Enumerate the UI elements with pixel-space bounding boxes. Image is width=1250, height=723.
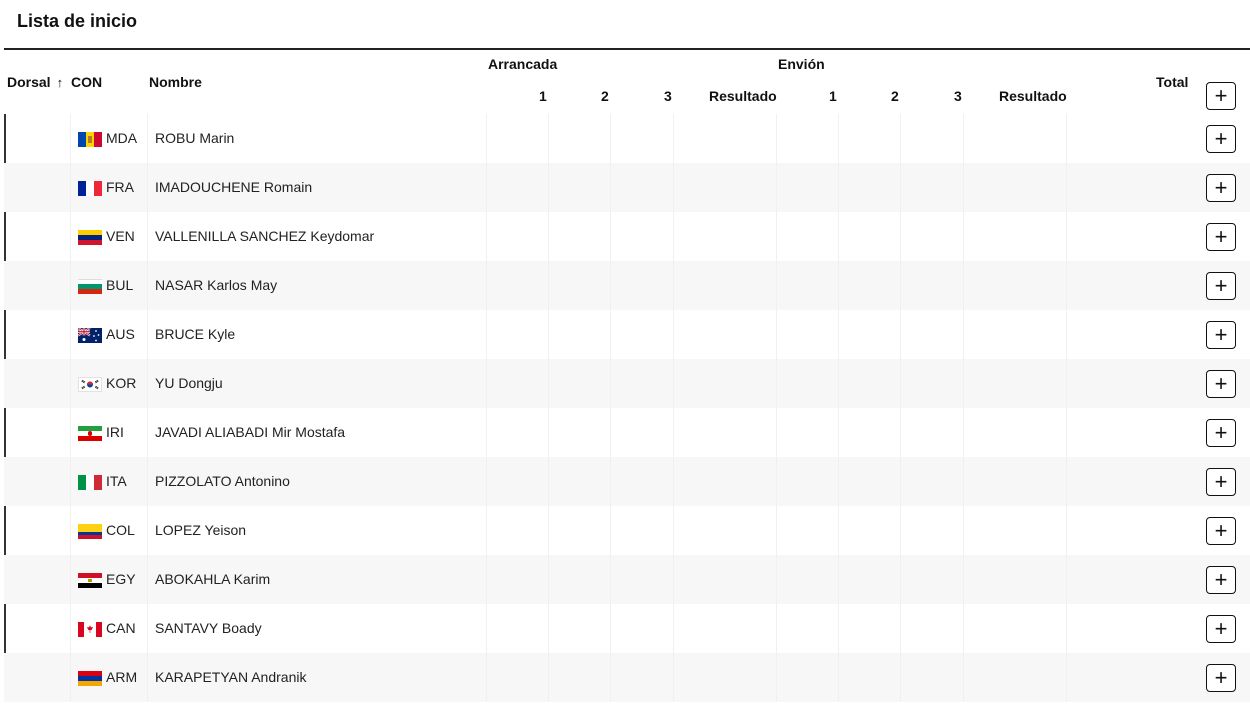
column-header-total: Total bbox=[1156, 74, 1189, 90]
table-row[interactable] bbox=[4, 408, 1250, 457]
athlete-name: VALLENILLA SANCHEZ Keydomar bbox=[155, 228, 375, 244]
table-row[interactable] bbox=[4, 653, 1250, 702]
table-row[interactable] bbox=[4, 114, 1250, 163]
arrancada-attempt-3-header: 3 bbox=[664, 88, 672, 104]
sort-ascending-icon[interactable]: ↑ bbox=[56, 75, 64, 90]
column-header-dorsal[interactable] bbox=[7, 74, 69, 90]
can-flag-icon bbox=[78, 622, 102, 637]
column-header-con[interactable]: CON bbox=[71, 74, 103, 90]
mda-flag-icon bbox=[78, 132, 102, 147]
expand-row-button[interactable]: + bbox=[1206, 615, 1236, 643]
arrancada-resultado-header: Resultado bbox=[709, 88, 777, 104]
expand-row-button[interactable]: + bbox=[1206, 272, 1236, 300]
table-row[interactable] bbox=[4, 359, 1250, 408]
fra-flag-icon bbox=[78, 181, 102, 196]
table-row[interactable] bbox=[4, 212, 1250, 261]
athlete-name: ABOKAHLA Karim bbox=[155, 571, 271, 587]
envion-attempt-3-header: 3 bbox=[954, 88, 962, 104]
table-row[interactable] bbox=[4, 506, 1250, 555]
athlete-name: LOPEZ Yeison bbox=[155, 522, 247, 538]
country-code: ITA bbox=[106, 473, 127, 489]
table-header bbox=[4, 50, 1250, 114]
country-code: MDA bbox=[106, 130, 138, 146]
envion-resultado-header: Resultado bbox=[999, 88, 1067, 104]
egy-flag-icon bbox=[78, 573, 102, 588]
expand-row-button[interactable]: + bbox=[1206, 223, 1236, 251]
bul-flag-icon bbox=[78, 279, 102, 294]
envion-attempt-2-header: 2 bbox=[891, 88, 899, 104]
envion-attempt-1-header: 1 bbox=[829, 88, 837, 104]
expand-row-button[interactable]: + bbox=[1206, 321, 1236, 349]
athlete-name: ROBU Marin bbox=[155, 130, 235, 146]
country-code: CAN bbox=[106, 620, 136, 636]
country-code: EGY bbox=[106, 571, 136, 587]
table-row[interactable] bbox=[4, 555, 1250, 604]
arrancada-attempt-2-header: 2 bbox=[601, 88, 609, 104]
expand-row-button[interactable]: + bbox=[1206, 419, 1236, 447]
athlete-name: BRUCE Kyle bbox=[155, 326, 236, 342]
ita-flag-icon bbox=[78, 475, 102, 490]
page-title: Lista de inicio bbox=[17, 11, 138, 31]
country-code: KOR bbox=[106, 375, 137, 391]
country-code: VEN bbox=[106, 228, 135, 244]
dorsal-label: Dorsal bbox=[7, 74, 51, 90]
country-code: IRI bbox=[106, 424, 124, 440]
table-row[interactable] bbox=[4, 310, 1250, 359]
expand-row-button[interactable]: + bbox=[1206, 174, 1236, 202]
expand-row-button[interactable]: + bbox=[1206, 517, 1236, 545]
arrancada-attempt-1-header: 1 bbox=[539, 88, 547, 104]
expand-row-button[interactable]: + bbox=[1206, 664, 1236, 692]
country-code: COL bbox=[106, 522, 135, 538]
country-code: ARM bbox=[106, 669, 138, 685]
expand-row-button[interactable]: + bbox=[1206, 468, 1236, 496]
expand-row-button[interactable]: + bbox=[1206, 125, 1236, 153]
athlete-name: SANTAVY Boady bbox=[155, 620, 262, 636]
ven-flag-icon bbox=[78, 230, 102, 245]
country-code: AUS bbox=[106, 326, 135, 342]
athlete-name: IMADOUCHENE Romain bbox=[155, 179, 313, 195]
arm-flag-icon bbox=[78, 671, 102, 686]
athlete-name: JAVADI ALIABADI Mir Mostafa bbox=[155, 424, 346, 440]
expand-row-button[interactable]: + bbox=[1206, 566, 1236, 594]
table-row[interactable] bbox=[4, 457, 1250, 506]
country-code: FRA bbox=[106, 179, 134, 195]
expand-all-button[interactable]: + bbox=[1206, 82, 1236, 110]
athlete-name: YU Dongju bbox=[155, 375, 223, 391]
column-header-nombre[interactable]: Nombre bbox=[149, 74, 202, 90]
table-row[interactable] bbox=[4, 604, 1250, 653]
country-code: BUL bbox=[106, 277, 134, 293]
expand-row-button[interactable]: + bbox=[1206, 370, 1236, 398]
table-row[interactable] bbox=[4, 261, 1250, 310]
iri-flag-icon bbox=[78, 426, 102, 441]
athlete-name: KARAPETYAN Andranik bbox=[155, 669, 307, 685]
group-header-envion: Envión bbox=[778, 56, 825, 72]
table-row[interactable] bbox=[4, 163, 1250, 212]
kor-flag-icon bbox=[78, 377, 102, 392]
group-header-arrancada: Arrancada bbox=[488, 56, 558, 72]
athlete-name: PIZZOLATO Antonino bbox=[155, 473, 290, 489]
col-flag-icon bbox=[78, 524, 102, 539]
aus-flag-icon bbox=[78, 328, 102, 343]
athlete-name: NASAR Karlos May bbox=[155, 277, 278, 293]
